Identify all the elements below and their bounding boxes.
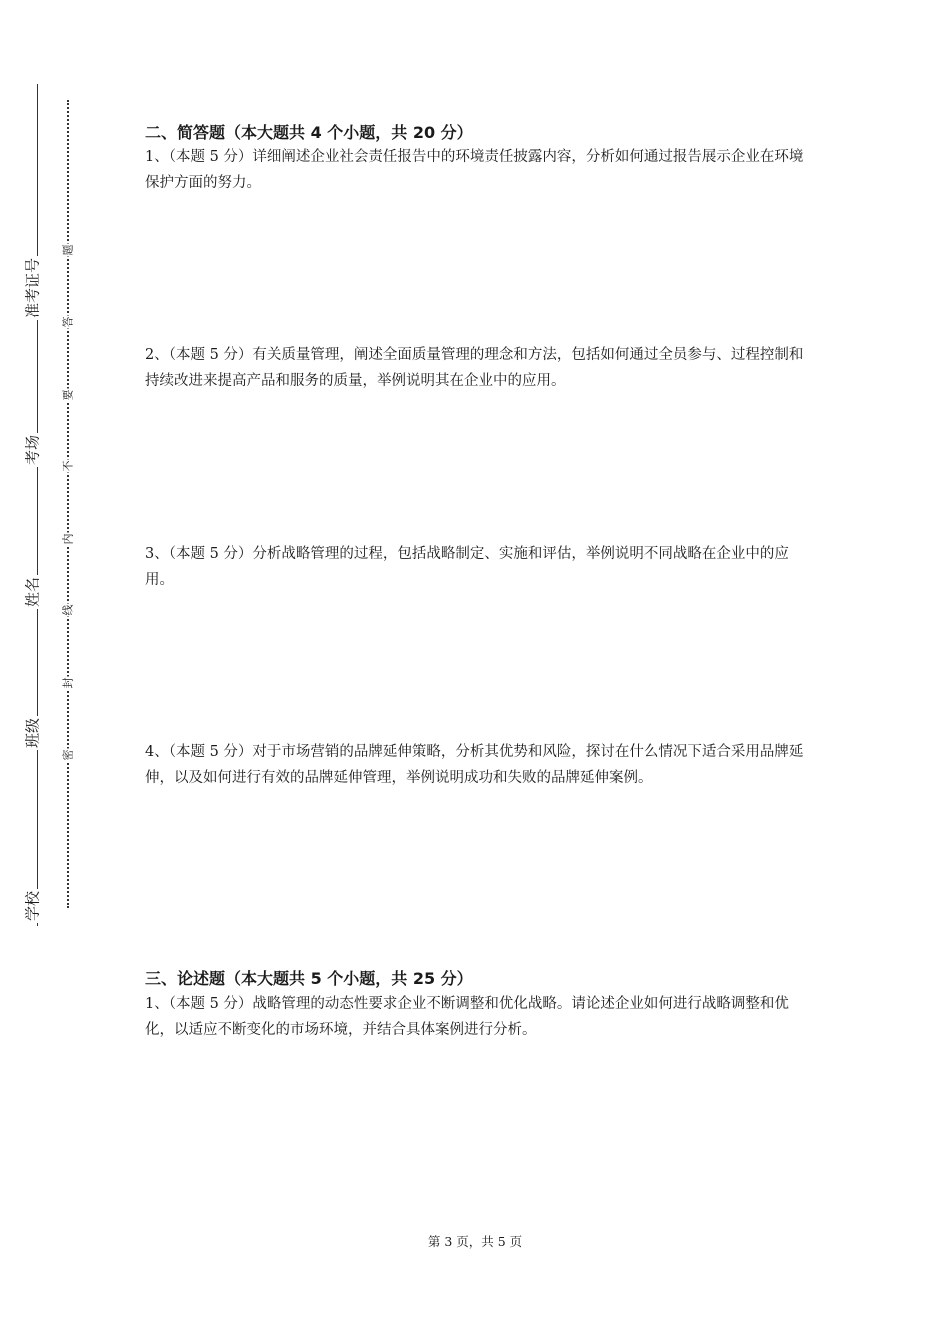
binding-margin <box>0 0 110 1344</box>
question-3-1: 1、（本题 5 分）战略管理的动态性要求企业不断调整和优化战略。请论述企业如何进行战略调整和优化，以适应不断变化的市场环境，并结合具体案例进行分析。 <box>145 996 789 1038</box>
field-exam-room-label: 考场 <box>23 434 42 466</box>
seal-char: 不 <box>61 460 75 472</box>
question-2-2: 2、（本题 5 分）有关质量管理，阐述全面质量管理的理念和方法，包括如何通过全员参与、过程控制和持续改进来提高产品和服务的质量，举例说明其在企业中的应用。 <box>145 347 804 389</box>
binding-dotted-line <box>67 100 69 908</box>
section-title-short-answer: 二、简答题（本大题共 4 个小题，共 20 分） <box>145 123 473 142</box>
seal-char: 题 <box>61 244 75 256</box>
seal-char: 密 <box>61 749 75 761</box>
field-exam-id-label: 准考证号 <box>23 257 42 319</box>
section-title-essay: 三、论述题（本大题共 5 个小题，共 25 分） <box>145 969 473 988</box>
binding-solid-line <box>37 84 38 926</box>
question-2-3: 3、（本题 5 分）分析战略管理的过程，包括战略制定、实施和评估，举例说明不同战略在企业中的应用。 <box>145 546 789 588</box>
seal-char: 内 <box>61 533 75 545</box>
question-2-1: 1、（本题 5 分）详细阐述企业社会责任报告中的环境责任披露内容，分析如何通过报告展示企业在环境保护方面的努力。 <box>145 149 804 191</box>
question-2-4: 4、（本题 5 分）对于市场营销的品牌延伸策略，分析其优势和风险，探讨在什么情况下适合采用品牌延伸，以及如何进行有效的品牌延伸管理，举例说明成功和失败的品牌延伸案例。 <box>145 744 804 786</box>
seal-char: 封 <box>61 677 75 689</box>
field-name-label: 姓名 <box>23 576 42 608</box>
field-class-label: 班级 <box>23 717 42 749</box>
seal-char: 线 <box>61 604 75 616</box>
field-school-label: 学校 <box>23 890 42 922</box>
seal-char: 答 <box>61 316 75 328</box>
seal-char: 要 <box>61 389 75 401</box>
page-footer: 第 3 页，共 5 页 <box>427 1234 523 1249</box>
